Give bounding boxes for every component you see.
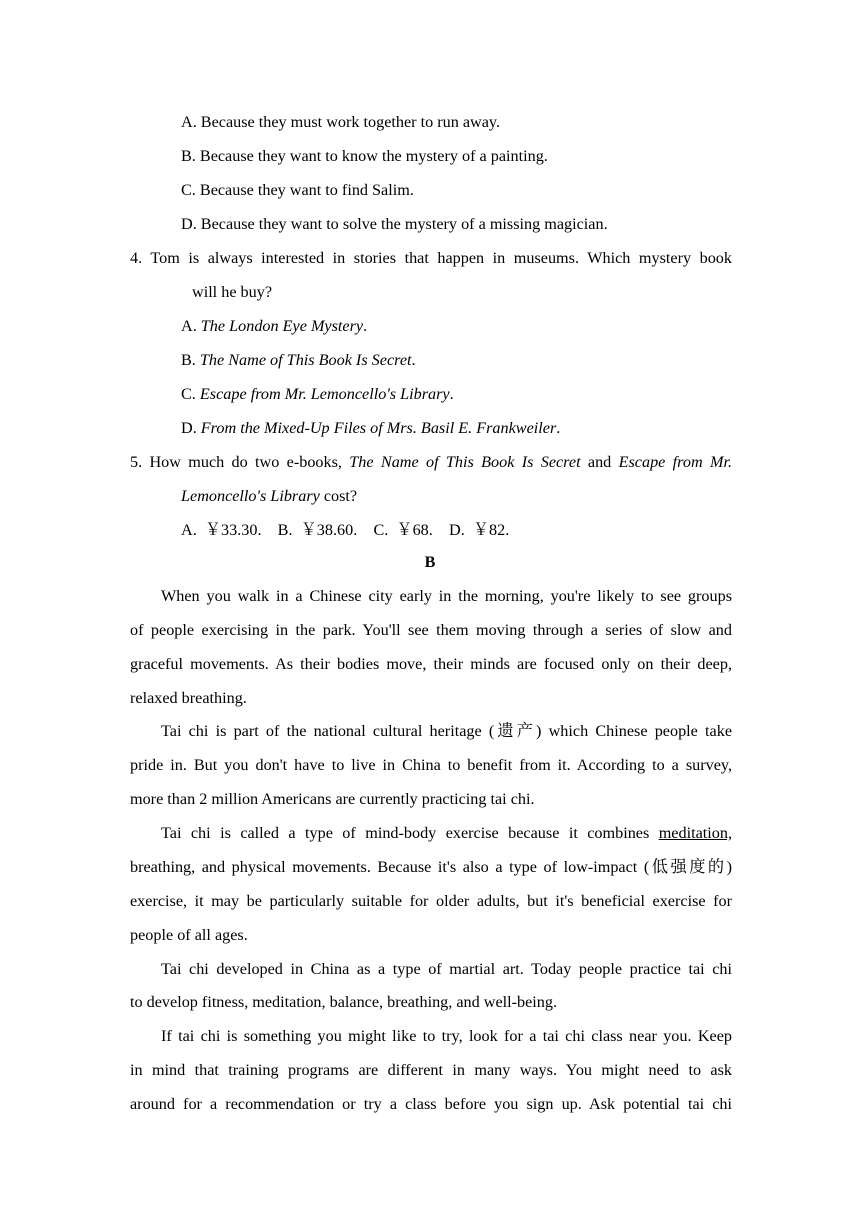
p5-line3: around for a recommendation or try a class before you sign up. Ask potential tai chi [130, 1095, 732, 1113]
q4-option-b: B. The Name of This Book Is Secret. [181, 351, 416, 369]
q4-stem-line2: will he buy? [192, 283, 273, 301]
q5-stem-line2: Lemoncello's Library cost? [181, 487, 358, 505]
p2-line1: Tai chi is part of the national cultural heritage (遗产) which Chinese people take [161, 722, 732, 740]
q4-option-d: D. From the Mixed-Up Files of Mrs. Basil E. Frankweiler. [181, 419, 561, 437]
p3-line1: Tai chi is called a type of mind-body exercise because it combines meditation, [161, 824, 732, 842]
p5-line1: If tai chi is something you might like to try, look for a tai chi class near you. Keep [161, 1027, 732, 1045]
section-heading: B [424, 553, 436, 571]
p2-line3: more than 2 million Americans are currently practicing tai chi. [130, 790, 535, 808]
p1-line2: of people exercising in the park. You'll see them moving through a series of slow and [130, 621, 732, 639]
q3-option-d: D. Because they want to solve the mystery of a missing magician. [181, 215, 608, 233]
q4-option-a: A. The London Eye Mystery. [181, 317, 368, 335]
p3-line4: people of all ages. [130, 926, 248, 944]
q5-options: A. ￥33.30. B. ￥38.60. C. ￥68. D. ￥82. [181, 521, 510, 539]
p3-line3: exercise, it may be particularly suitable for older adults, but it's beneficial exercise for [130, 892, 732, 910]
q3-option-b: B. Because they want to know the mystery of a painting. [181, 147, 548, 165]
underlined-word: meditation, [658, 824, 732, 842]
p1-line1: When you walk in a Chinese city early in the morning, you're likely to see groups [161, 587, 732, 605]
p1-line4: relaxed breathing. [130, 689, 247, 707]
q4-option-c: C. Escape from Mr. Lemoncello's Library. [181, 385, 454, 403]
p3-line2: breathing, and physical movements. Because it's also a type of low-impact (低强度的) [130, 858, 732, 876]
q3-option-c: C. Because they want to find Salim. [181, 181, 414, 199]
q5-stem-line1: 5. How much do two e-books, The Name of This Book Is Secret and Escape from Mr. [130, 453, 733, 471]
p4-line2: to develop fitness, meditation, balance, breathing, and well-being. [130, 993, 558, 1011]
p5-line2: in mind that training programs are different in many ways. You might need to ask [130, 1061, 732, 1079]
q3-option-a: A. Because they must work together to run away. [181, 113, 501, 131]
p2-line2: pride in. But you don't have to live in China to benefit from it. According to a survey, [130, 756, 732, 774]
p1-line3: graceful movements. As their bodies move, their minds are focused only on their deep, [130, 655, 732, 673]
q4-stem-line1: 4. Tom is always interested in stories that happen in museums. Which mystery book [130, 249, 732, 267]
p4-line1: Tai chi developed in China as a type of martial art. Today people practice tai chi [161, 960, 732, 978]
